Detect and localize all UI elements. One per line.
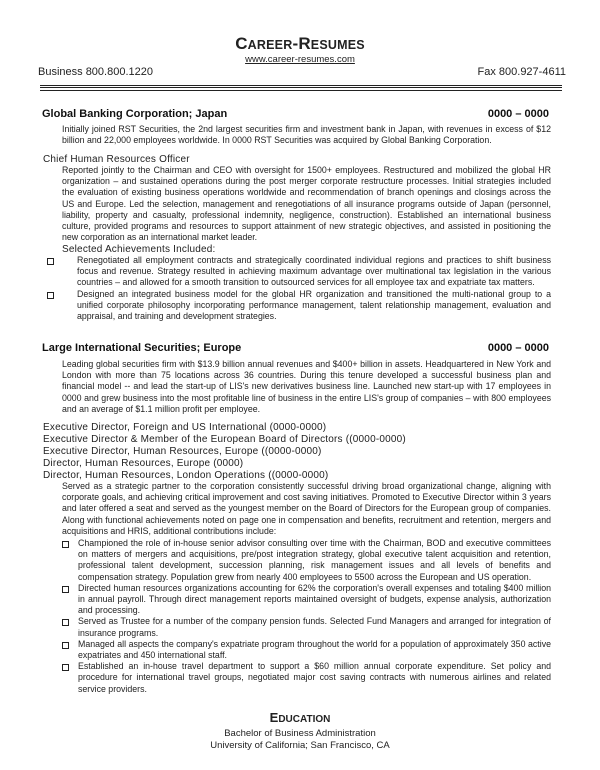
- job-1-dates: 0000 – 0000: [487, 108, 549, 120]
- checkbox-bullet-icon: [62, 586, 69, 593]
- achievement-text: Directed human resources organizations accounting for 62% the corporation's overall expenses and totaling $400 million in annual payroll. Through direct management reports maintained oversight of budgets, expense analysis, authorization and processing.: [78, 582, 551, 616]
- achievement-item: [62, 583, 551, 617]
- checkbox-bullet-icon: [47, 292, 54, 299]
- achievement-text: Designed an integrated business model for the global HR organization and transitioned the multi-national group to a unified corporate philosophy incorporating performance management, talent relationship management, evaluation and appraisal, and training and development strategies.: [77, 288, 551, 322]
- job-2-achievements-list: [62, 538, 551, 695]
- brand-rest-career: AREER: [247, 38, 293, 52]
- job-2-title-3: Executive Director, Human Resources, Europe ((0000-0000): [43, 446, 322, 457]
- job-1-intro: [62, 124, 551, 146]
- achievement-text: Championed the role of in-house senior advisor consulting over time with the Chairman, BOD and executive committees on matters of mergers and acquisitions, pre/post integration strategy, global executive talent acquisition and retention, professional talent development, succession planning, risk management issues and all levels of benefits and compensation strategy. Population grew from nearly 400 employees to 5500 across the European and US operation.: [78, 538, 551, 582]
- header-double-rule: [40, 85, 562, 91]
- education-heading: [0, 709, 600, 727]
- job-2-title-2: Executive Director & Member of the European Board of Directors ((0000-0000): [43, 434, 406, 445]
- education-school: University of California; San Francisco, CA: [210, 740, 390, 751]
- job-2-description: Served as a strategic partner to the corporation consistently successful driving broad organizational change, aligning with corporate goals, and achieving critical improvement and cost saving initiatives. Promoted to Executive Director within 3 years and later offered a seat and served as the youngest member on the Board of Directors for the European group of companies. Along with functional achievements noted on page one in compensation and benefits, recruitment and retention, mergers and acquisitions and HRIS, additional contributions include:: [62, 481, 551, 536]
- job-1-company: Global Banking Corporation; Japan: [42, 108, 228, 120]
- brand-title: [0, 34, 600, 54]
- achievement-item: [62, 639, 551, 661]
- education-degree: Bachelor of Business Administration: [224, 728, 376, 739]
- achievement-text: Established an in-house travel department to support a $60 million annual corporate expenditure. Set policy and procedure for international travel groups, negotiated major cost saving contracts with numerous airlines and related service providers.: [78, 661, 551, 694]
- job-1-intro-text: Initially joined RST Securities, the 2nd largest securities firm and investment bank in Japan, with revenues in excess of $12 billion and 22,000 employees worldwide. In 0000 RST Securities was acquired by Global Banking Corporation.: [62, 124, 551, 146]
- website-link[interactable]: www.career-resumes.com: [245, 54, 355, 65]
- job-1-title: Chief Human Resources Officer: [43, 154, 190, 165]
- job-2-header: [42, 342, 549, 354]
- job-2-title-5: Director, Human Resources, London Operations ((0000-0000): [43, 470, 329, 481]
- checkbox-bullet-icon: [62, 619, 69, 626]
- brand-initial-c: C: [235, 34, 248, 53]
- checkbox-bullet-icon: [62, 541, 69, 548]
- achievement-item: [46, 255, 551, 289]
- business-phone: Business 800.800.1220: [38, 66, 153, 78]
- achievement-item: [62, 661, 551, 695]
- education-initial: E: [269, 710, 279, 725]
- achievement-item: [46, 289, 551, 323]
- brand-dash: -: [292, 34, 299, 53]
- education-rest: DUCATION: [278, 714, 331, 725]
- checkbox-bullet-icon: [47, 258, 54, 265]
- job-2-intro: Leading global securities firm with $13.9 billion annual revenues and $400+ billion in assets. Headquartered in New York and London with more than 75 locations across 36 countries. During this tenure developed a successful business plan and financial model -- and lead the start-up of LIS's new derivatives business line. Launched new start-up with 17 employees in 0000 and grew business into the most profitable line of business in the entire LIS's group of companies – with 800 employees and an average of $1.1 million profit per employee.: [62, 359, 551, 414]
- job-2-company: Large International Securities; Europe: [42, 342, 242, 354]
- job-2-title-4: Director, Human Resources, Europe (0000): [43, 458, 244, 469]
- job-1-description: Reported jointly to the Chairman and CEO with oversight for 1500+ employees. Restructured and mobilized the global HR organization – and sustained operations during the post merger corporate restructure processes. Initial strategies included the evaluation of existing business operations worldwide and recommendation of branch openings and closings across the US and Europe. Led the selection, management and renegotiations of all insurance programs outside of Japan (personnel, liability, property and casualty, professional indemnity, negligence, construction). Established an international business culture, provided programs and resources to support attainment of new strategic objectives, and assisted in positioning the new corporation as an international market leader.: [62, 165, 551, 243]
- checkbox-bullet-icon: [62, 664, 69, 671]
- checkbox-bullet-icon: [62, 642, 69, 649]
- achievement-item: [62, 616, 551, 638]
- brand-rest-resumes: ESUMES: [310, 38, 365, 52]
- job-1-header: [42, 108, 549, 120]
- achievement-text: Served as Trustee for a number of the company pension funds. Selected Fund Managers and arranged for integration of insurance programs.: [78, 616, 551, 638]
- job-2-title-1: Executive Director, Foreign and US International (0000-0000): [43, 422, 327, 433]
- achievement-item: [62, 538, 551, 583]
- achievement-text: Renegotiated all employment contracts and strategically coordinated individual regions and practices to shift business focus and revenue. Strategy resulted in achieving maximum advantage over multinational tax legislation in the various countries – and allowed for a smooth transition to outsourced services for all employee tax and expatriate tax matters.: [77, 255, 551, 288]
- achievement-text: Managed all aspects the company's expatriate program throughout the world for a population of approximately 350 active expatriates and 450 international staff.: [78, 638, 551, 661]
- brand-initial-r: R: [298, 34, 311, 53]
- job-1-achievements-heading: Selected Achievements Included:: [62, 244, 216, 255]
- job-2-dates: 0000 – 0000: [487, 342, 549, 354]
- fax-number: Fax 800.927-4611: [477, 66, 566, 78]
- job-1-achievements-list: [46, 255, 551, 322]
